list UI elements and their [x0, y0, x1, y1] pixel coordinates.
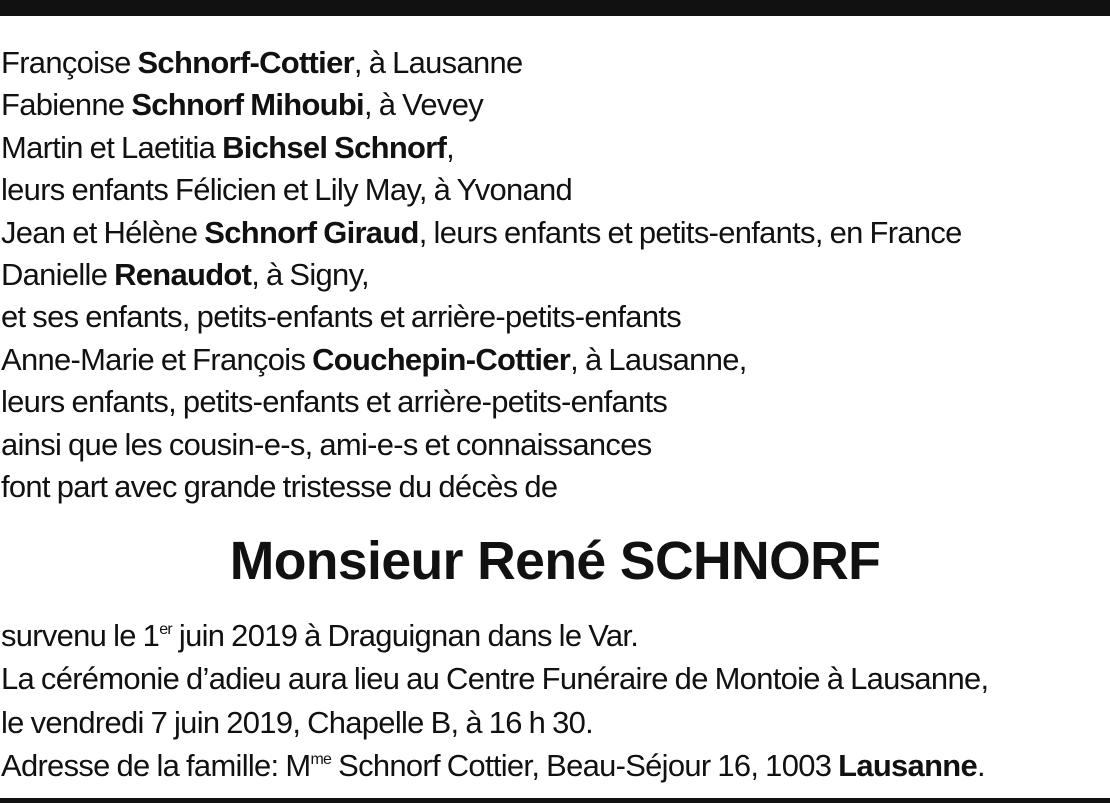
family-name: Schnorf-Cottier	[137, 45, 354, 80]
family-name: Schnorf Giraud	[204, 214, 419, 250]
family-line: et ses enfants, petits-enfants et arrière-petits-enfants	[1, 299, 682, 335]
family-line: Jean et Hélène Schnorf Giraud, leurs enfants et petits-enfants, en France	[1, 214, 962, 250]
deceased-name-heading: Monsieur René SCHNORF	[229, 531, 881, 591]
top-border-rule	[0, 0, 1110, 16]
family-line: font part avec grande tristesse du décès de	[1, 469, 558, 505]
death-date-line: survenu le 1er juin 2019 à Draguignan dans le Var.	[1, 618, 639, 653]
family-line: leurs enfants, petits-enfants et arrière-petits-enfants	[1, 384, 668, 420]
family-name: Renaudot	[114, 257, 252, 293]
family-line: ainsi que les cousin-e-s, ami-e-s et connaissances	[1, 426, 652, 462]
family-name: Couchepin-Cottier	[312, 341, 571, 377]
family-list	[1, 42, 1109, 508]
family-address-line: Adresse de la famille: $M^{me}$ Schnorf Cottier, Beau-Séjour 16, 1003 Lausanne.	[1, 747, 985, 783]
family-name: Bichsel Schnorf	[222, 129, 447, 165]
family-line: Anne-Marie et François Couchepin-Cottier, à Lausanne,	[1, 341, 747, 377]
family-line: Fabienne Schnorf Mihoubi, à Vevey	[1, 87, 483, 123]
family-name: Schnorf Mihoubi	[131, 87, 364, 123]
family-line: Martin et Laetitia Bichsel Schnorf,	[1, 129, 455, 165]
ceremony-line: La cérémonie d’adieu aura lieu au Centre Funéraire de Montoie à Lausanne,	[1, 661, 989, 697]
bottom-border-rule	[0, 798, 1110, 803]
ceremony-date-line: le vendredi 7 juin 2019, Chapelle B, à 16 h 30.	[1, 704, 593, 740]
ceremony-details	[1, 614, 1109, 787]
family-line: Françoise Schnorf-Cottier, à Lausanne	[1, 45, 523, 80]
family-line: leurs enfants Félicien et Lily May, à Yvonand	[1, 172, 573, 208]
address-city: Lausanne	[838, 747, 977, 783]
family-line: Danielle Renaudot, à Signy,	[1, 257, 369, 293]
